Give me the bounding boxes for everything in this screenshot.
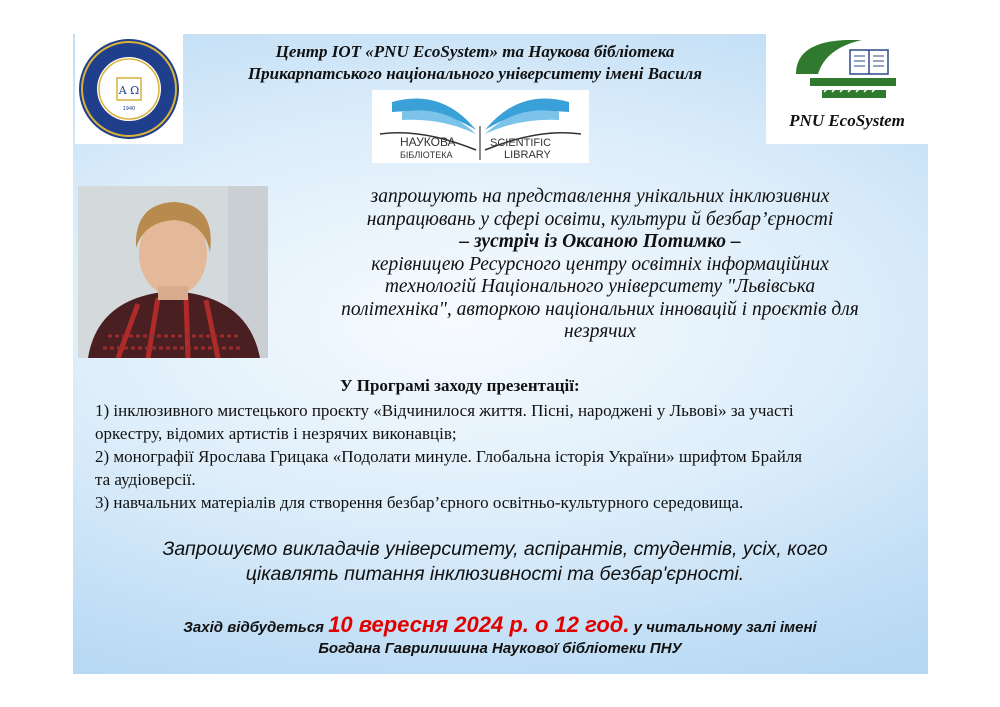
intro-meeting-title: – зустріч із Оксаною Потимко – [459,231,741,252]
book-icon [850,50,888,74]
program-item-3: 3) навчальних матеріалів для створення безбар’єрного освітньо-культурного середовища. [95,493,744,512]
event-prefix: Захід відбудеться [183,619,329,636]
program-item-2a: 2) монографії Ярослава Грицака «Подолати минуле. Глобальна історія України» шрифтом Брайля [95,447,803,466]
header-line-1: Центр ІОТ «PNU EcoSystem» та Наукова бібліотека [275,42,675,61]
intro-line-7: незрячих [564,321,636,342]
program-item-1a: 1) інклюзивного мистецького проєкту «Відчинилося життя. Пісні, народжені у Львові» за участі [95,401,794,420]
audience-invitation [100,537,890,587]
program-item-1b: оркестру, відомих артистів і незрячих виконавців; [95,424,457,443]
event-details [100,614,900,659]
program-list [95,399,915,514]
scientific-library-logo [372,90,589,163]
intro-line-2: напрацювань у сфері освіти, культури й безбар’єрності [366,208,834,230]
intro-line-1: запрошують на представлення унікальних інклюзивних [370,186,830,207]
event-location: Богдана Гаврилишина Наукової бібліотеки ПНУ [318,640,682,657]
seal-letters: Α Ω [118,84,140,97]
event-suffix: у читальному залі імені [629,619,817,636]
library-en-line-2: LIBRARY [504,149,551,161]
invitation-intro [295,186,905,344]
intro-line-4: керівницею Ресурсного центру освітніх інформаційних [371,253,829,275]
pnu-ecosystem-logo [766,34,928,144]
speaker-photo [78,186,268,358]
university-seal-logo [75,34,183,144]
program-item-2b: та аудіоверсії. [95,470,196,489]
header-line-2: Прикарпатського національного університету імені Василя [247,64,703,83]
invite-line-2: цікавлять питання інклюзивності та безбар'єрності. [245,563,745,585]
library-en-line-1: SCIENTIFIC [490,137,552,149]
invite-line-1: Запрошуємо викладачів університету, аспірантів, студентів, усіх, кого [162,538,828,560]
intro-line-6: політехніка", авторкою національних інновацій і проєктів для [341,298,859,320]
ecosystem-name: PNU EcoSystem [789,111,905,130]
intro-line-5: технологій Національного університету "Львівська [384,276,816,297]
library-ua-line-2: БІБЛІОТЕКА [400,150,453,160]
library-ua-line-1: НАУКОВА [400,135,456,149]
event-date: 10 вересня 2024 р. о 12 год. [328,612,630,637]
program-title: У Програмі заходу презентації: [340,376,580,395]
header-title [190,41,760,85]
seal-year: 1940 [122,106,136,112]
